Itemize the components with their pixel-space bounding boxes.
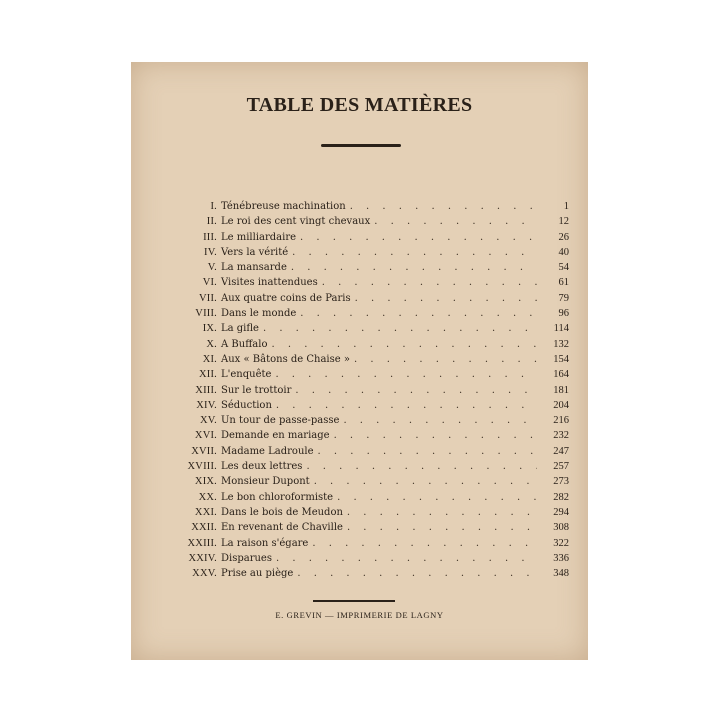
chapter-numeral: IV. <box>204 246 217 258</box>
chapter-page-number: 257 <box>553 461 569 473</box>
dot-leader <box>300 230 537 245</box>
toc-entry <box>151 428 569 443</box>
chapter-title: Dans le bois de Meudon <box>221 506 343 518</box>
chapter-numeral: II. <box>206 216 217 228</box>
chapter-numeral: VI. <box>202 277 217 289</box>
dot-leader <box>318 444 537 459</box>
chapter-title: Le roi des cent vingt chevaux <box>221 216 371 228</box>
chapter-numeral: XII. <box>198 369 217 381</box>
chapter-page-number: 282 <box>553 491 569 503</box>
dot-leader <box>295 383 537 398</box>
dot-leader <box>374 214 537 229</box>
toc-entry <box>151 459 569 474</box>
toc-entry <box>151 551 569 566</box>
toc-entry <box>151 245 569 260</box>
chapter-title: Aux « Bâtons de Chaise » <box>221 353 350 365</box>
toc-entry <box>151 413 569 428</box>
toc-entry <box>151 520 569 535</box>
toc-entry <box>151 367 569 382</box>
chapter-title: Monsieur Dupont <box>221 476 310 488</box>
chapter-page-number: 79 <box>558 292 569 304</box>
toc-entry <box>151 490 569 505</box>
dot-leader <box>314 474 537 489</box>
toc-entry <box>151 444 569 459</box>
chapter-numeral: VIII. <box>195 308 217 320</box>
dot-leader <box>292 245 537 260</box>
dot-leader <box>276 398 537 413</box>
chapter-numeral: XVII. <box>191 445 217 457</box>
chapter-numeral: XXIII. <box>187 537 217 549</box>
chapter-numeral: XVI. <box>194 430 217 442</box>
toc-entry <box>151 230 569 245</box>
chapter-numeral: XXIV. <box>188 552 217 564</box>
chapter-numeral: XXV. <box>192 568 217 580</box>
chapter-title: Le bon chloroformiste <box>221 491 334 503</box>
chapter-page-number: 247 <box>553 445 569 457</box>
dot-leader <box>354 352 537 367</box>
chapter-page-number: 132 <box>553 338 569 350</box>
chapter-page-number: 204 <box>553 399 569 411</box>
chapter-title: Disparues <box>221 552 272 564</box>
chapter-numeral: XI. <box>202 353 217 365</box>
toc-entry <box>151 199 569 214</box>
toc-entry <box>151 536 569 551</box>
chapter-page-number: 308 <box>553 522 569 534</box>
chapter-numeral: IX. <box>202 323 217 335</box>
chapter-numeral: VII. <box>198 292 217 304</box>
chapter-numeral: I. <box>210 201 217 212</box>
chapter-numeral: V. <box>207 262 217 274</box>
dot-leader <box>263 321 537 336</box>
chapter-title: Dans le monde <box>221 308 297 320</box>
chapter-page-number: 54 <box>558 262 569 274</box>
chapter-page-number: 154 <box>553 353 569 365</box>
toc-entry <box>151 474 569 489</box>
chapter-page-number: 232 <box>553 430 569 442</box>
chapter-title: La raison s'égare <box>221 537 309 549</box>
chapter-page-number: 26 <box>558 231 569 243</box>
chapter-title: Madame Ladroule <box>221 445 314 457</box>
dot-leader <box>306 459 537 474</box>
dot-leader <box>355 291 537 306</box>
dot-leader <box>271 337 537 352</box>
dot-leader <box>334 428 537 443</box>
dot-leader <box>343 413 537 428</box>
toc-entry <box>151 306 569 321</box>
toc-entry <box>151 275 569 290</box>
title-divider <box>321 144 401 147</box>
chapter-numeral: XVIII. <box>187 461 217 473</box>
toc-entry <box>151 398 569 413</box>
chapter-title: L'enquête <box>221 369 272 381</box>
chapter-title: Séduction <box>221 399 272 411</box>
chapter-page-number: 1 <box>563 201 569 212</box>
chapter-numeral: X. <box>206 338 217 350</box>
chapter-page-number: 322 <box>553 537 569 549</box>
chapter-numeral: III. <box>203 231 217 243</box>
chapter-title: Les deux lettres <box>221 461 303 473</box>
page-title: TABLE DES MATIÈRES <box>246 94 473 116</box>
chapter-page-number: 61 <box>558 277 569 289</box>
chapter-title: Visites inattendues <box>221 277 318 289</box>
chapter-numeral: XV. <box>199 415 217 427</box>
toc-entry <box>151 260 569 275</box>
chapter-numeral: XXII. <box>191 522 217 534</box>
chapter-numeral: XXI. <box>194 506 217 518</box>
toc-entry <box>151 214 569 229</box>
chapter-page-number: 96 <box>558 308 569 320</box>
chapter-page-number: 181 <box>553 384 569 396</box>
toc-entry <box>151 352 569 367</box>
chapter-page-number: 114 <box>553 323 569 335</box>
chapter-page-number: 40 <box>558 246 569 258</box>
dot-leader <box>312 536 537 551</box>
toc-entry <box>151 321 569 336</box>
chapter-page-number: 273 <box>553 476 569 488</box>
table-of-contents <box>151 199 569 581</box>
chapter-page-number: 348 <box>553 568 569 580</box>
dot-leader <box>291 260 537 275</box>
chapter-page-number: 336 <box>553 552 569 564</box>
chapter-numeral: XIX. <box>194 476 217 488</box>
chapter-title: Aux quatre coins de Paris <box>221 292 351 304</box>
chapter-title: Vers la vérité <box>221 246 289 258</box>
dot-leader <box>347 505 537 520</box>
chapter-title: A Buffalo <box>221 338 268 350</box>
printer-imprint: E. GREVIN — IMPRIMERIE DE LAGNY <box>275 610 444 620</box>
chapter-numeral: XIII. <box>195 384 217 396</box>
toc-entry <box>151 291 569 306</box>
chapter-page-number: 216 <box>553 415 569 427</box>
toc-entry <box>151 505 569 520</box>
chapter-title: Ténébreuse machination <box>221 201 346 212</box>
toc-entry <box>151 383 569 398</box>
chapter-page-number: 164 <box>553 369 569 381</box>
chapter-title: Le milliardaire <box>221 231 297 243</box>
footer-divider <box>313 600 395 602</box>
dot-leader <box>350 199 537 214</box>
chapter-page-number: 12 <box>558 216 569 228</box>
dot-leader <box>347 520 537 535</box>
chapter-title: Prise au piège <box>221 568 294 580</box>
toc-entry <box>151 337 569 352</box>
chapter-title: La mansarde <box>221 262 287 274</box>
chapter-numeral: XX. <box>198 491 217 503</box>
chapter-title: Un tour de passe-passe <box>221 415 340 427</box>
book-page <box>131 62 588 660</box>
dot-leader <box>337 490 537 505</box>
chapter-page-number: 294 <box>553 506 569 518</box>
dot-leader <box>300 306 537 321</box>
chapter-numeral: XIV. <box>196 399 217 411</box>
dot-leader <box>322 275 537 290</box>
toc-entry <box>151 566 569 581</box>
chapter-title: Demande en mariage <box>221 430 330 442</box>
dot-leader <box>275 367 537 382</box>
chapter-title: En revenant de Chaville <box>221 522 343 534</box>
dot-leader <box>297 566 537 581</box>
chapter-title: Sur le trottoir <box>221 384 292 396</box>
chapter-title: La gifle <box>221 323 259 335</box>
dot-leader <box>276 551 537 566</box>
